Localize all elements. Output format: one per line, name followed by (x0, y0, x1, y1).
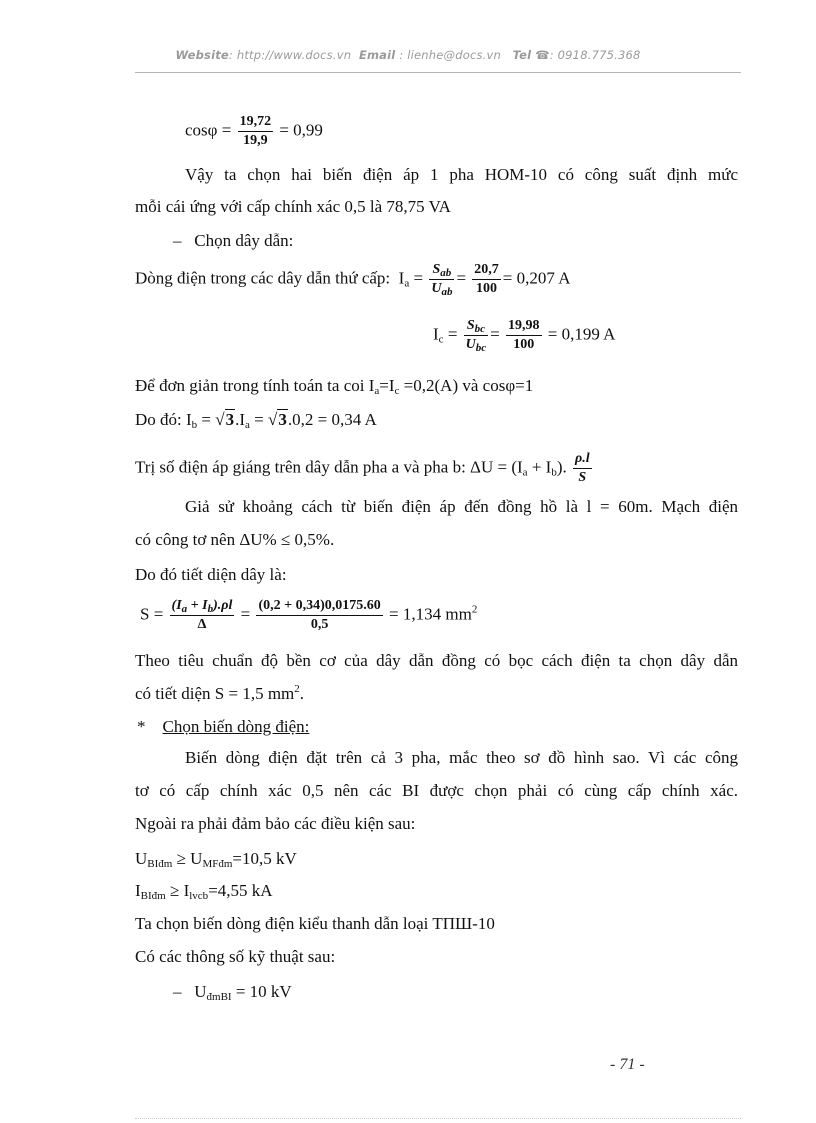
tel-value: : 0918.775.368 (549, 48, 641, 62)
ib-prefix: Do đó: I (135, 410, 192, 429)
sqrt-symbol-2: √ (268, 410, 278, 429)
simplify-mid: =I (379, 376, 395, 395)
ia-denominator: 100 (476, 281, 498, 296)
s-num-numerator: (0,2 + 0,34)0,0175.60 (256, 598, 382, 616)
cross-section-heading: Do đó tiết diện dây là: (135, 565, 287, 584)
uc-sub1: BIđm (147, 858, 173, 870)
cos-phi-result: = 0,99 (279, 120, 323, 140)
phone-icon: ☎ (535, 48, 550, 62)
choose-wire-item (173, 231, 293, 251)
s-frac-den: Δ (197, 617, 207, 632)
ic-result: = 0,199 A (547, 324, 616, 344)
p3-l2-end: . (299, 684, 305, 703)
cos-phi-label: cosφ = (185, 120, 232, 140)
ib-end: .0,2 = 0,34 A (287, 410, 377, 429)
ic-equation: $I_c$ = $\frac{S_{bc}}{U_{bc}}$ = $\frac{19,98}{100}$ = 0,199 A (433, 318, 616, 354)
paragraph-3-line-2 (135, 684, 304, 704)
dash-bullet: – (173, 231, 182, 250)
email-value: : lienhe@docs.vn (399, 48, 502, 62)
paragraph-3-line-1: Theo tiêu chuẩn độ bền cơ của dây dẫn đồng có bọc cách điện ta chọn dây dẫn (135, 651, 738, 670)
s-result-sup: 2 (471, 603, 478, 616)
ia-subscript: a (404, 277, 410, 290)
ic-numerator: 19,98 (506, 318, 542, 336)
s-num-fraction (256, 598, 382, 633)
s-eq: = (240, 604, 251, 624)
paragraph-4-line-2: tơ có cấp chính xác 0,5 nên các BI được chọn phải có cùng cấp chính xác. (135, 781, 738, 800)
choose-ct-item (137, 717, 309, 737)
uc-end: =10,5 kV (232, 849, 297, 868)
ic-frac-den: U (465, 337, 476, 352)
specs-heading: Có các thông số kỹ thuật sau: (135, 947, 336, 966)
udm-u: U (194, 982, 207, 1001)
ic-num-fraction (506, 318, 542, 353)
rho-l-den: S (578, 470, 587, 485)
ia-numerator: 20,7 (472, 262, 501, 280)
s-num-denominator: 0,5 (310, 617, 329, 632)
sqrt-3-b (268, 410, 288, 430)
simplify-line (135, 376, 533, 396)
ic-frac-num-sub: bc (474, 323, 485, 335)
choose-ct-heading: Chọn biến dòng điện: (162, 717, 310, 736)
icnd-sub2: lvcb (189, 890, 209, 902)
ia-frac-num-sub: ab (440, 267, 452, 279)
ic-i: I (135, 881, 141, 900)
udm-end: = 10 kV (231, 982, 292, 1001)
simplify-end: =0,2(A) và cosφ=1 (399, 376, 534, 395)
s-lhs: S = (140, 604, 164, 624)
voltage-condition (135, 849, 297, 869)
simplify-text: Để đơn giản trong tính toán ta coi I (135, 376, 375, 395)
tel-label: Tel (512, 48, 532, 62)
s-frac-sub-a: a (181, 603, 188, 615)
s-frac-sub-b: b (207, 603, 214, 615)
header-divider (135, 72, 741, 73)
email-label: Email (358, 48, 396, 62)
ia-frac-den: U (431, 281, 442, 296)
udm-sub: đmBI (206, 991, 232, 1003)
ia-num-fraction (472, 262, 501, 297)
ia-frac-num: S (432, 262, 441, 277)
ic-denominator: 100 (513, 337, 535, 352)
cos-phi-equation (185, 114, 323, 149)
ic-symbol: I (433, 324, 439, 344)
simplify-sub-c: c (394, 385, 400, 397)
sqrt-symbol: √ (215, 410, 225, 429)
ib-sub-a: a (245, 419, 250, 431)
vd-text: Trị số điện áp giáng trên dây dẫn pha a và pha b: ΔU = (I (135, 457, 523, 477)
ib-sub: b (191, 419, 198, 431)
ic-frac-den-sub: bc (475, 342, 487, 354)
s-result: = 1,134 mm (389, 604, 472, 624)
s-sym-fraction (170, 598, 235, 633)
ib-mid: .I (235, 410, 246, 429)
website-value: : http://www.docs.vn (228, 48, 352, 62)
vd-sub-b: b (551, 466, 557, 479)
page-number: - 71 - (610, 1056, 645, 1073)
rho-l-num: ρ.l (573, 451, 592, 469)
ic-subscript: c (438, 333, 444, 346)
s-frac-num-end: ).ρl (213, 598, 233, 613)
website-label: Website (175, 48, 229, 62)
dash-bullet-2: – (173, 982, 182, 1001)
ic-frac-num: S (466, 318, 475, 333)
sqrt-3-a (215, 410, 235, 430)
ia-sym-fraction (429, 262, 454, 297)
icnd-sub1: BIđm (140, 890, 166, 902)
s-equation (140, 598, 477, 633)
sqrt-value-2: 3 (278, 410, 287, 429)
current-text: Dòng điện trong các dây dẫn thứ cấp: (135, 268, 391, 288)
vd-sub-a: a (522, 466, 528, 479)
paragraph-1-line-1: Vậy ta chọn hai biến điện áp 1 pha HOM-10 có công suất định mức (185, 165, 738, 184)
ic-sym-fraction (464, 318, 489, 353)
simplify-sub-a: a (374, 385, 380, 397)
paragraph-2-line-2: có công tơ nên ΔU% ≤ 0,5%. (135, 530, 335, 549)
ia-equals: = (413, 268, 424, 288)
star-bullet: * (137, 717, 146, 736)
cos-phi-denominator: 19,9 (243, 133, 268, 148)
ib-eq2: = (249, 410, 269, 429)
cos-phi-fraction (238, 114, 274, 149)
paragraph-4-line-1: Biến dòng điện đặt trên cả 3 pha, mắc theo sơ đồ hình sao. Vì các công (185, 748, 738, 767)
ia-equation: Dòng điện trong các dây dẫn thứ cấp: $I_a$ = $\frac{S_{ab}}{U_{ab}}$ = $\frac{20,7}{100}$ = 0,207 A (135, 262, 571, 298)
s-frac-plus: + I (187, 598, 208, 613)
current-condition (135, 881, 273, 901)
ib-line (135, 410, 377, 430)
ia-frac-den-sub: ab (441, 286, 453, 298)
choose-wire-heading: Chọn dây dẫn: (194, 231, 294, 250)
vd-close: ). (556, 457, 567, 477)
paragraph-4-line-3: Ngoài ra phải đảm bảo các điều kiện sau: (135, 814, 416, 833)
p3-l2-text: có tiết diện S = 1,5 mm (135, 684, 295, 703)
voltage-drop-line (135, 451, 594, 486)
footer-divider (135, 1118, 741, 1119)
paragraph-1-line-2: mỗi cái ứng với cấp chính xác 0,5 là 78,75 VA (135, 197, 451, 216)
uc-sub2: MFđm (202, 858, 233, 870)
cos-phi-numerator: 19,72 (238, 114, 274, 132)
udm-item (173, 982, 292, 1002)
ct-choice-line: Ta chọn biến dòng điện kiểu thanh dẫn loại TПШ-10 (135, 914, 495, 933)
p3-l2-sup: 2 (294, 683, 300, 695)
vd-plus: + I (527, 457, 552, 477)
ib-eq: = (197, 410, 216, 429)
uc-mid: ≥ U (172, 849, 203, 868)
s-frac-num-open: (I (171, 598, 182, 613)
page-header (0, 48, 816, 62)
rho-l-fraction (573, 451, 592, 486)
ia-result: = 0,207 A (502, 268, 571, 288)
uc-u: U (135, 849, 148, 868)
paragraph-2-line-1: Giả sử khoảng cách từ biến điện áp đến đồng hồ là l = 60m. Mạch điện (185, 497, 738, 516)
icnd-end: =4,55 kA (208, 881, 273, 900)
sqrt-value: 3 (225, 410, 235, 429)
ia-symbol: I (398, 268, 405, 288)
icnd-mid: ≥ I (165, 881, 190, 900)
